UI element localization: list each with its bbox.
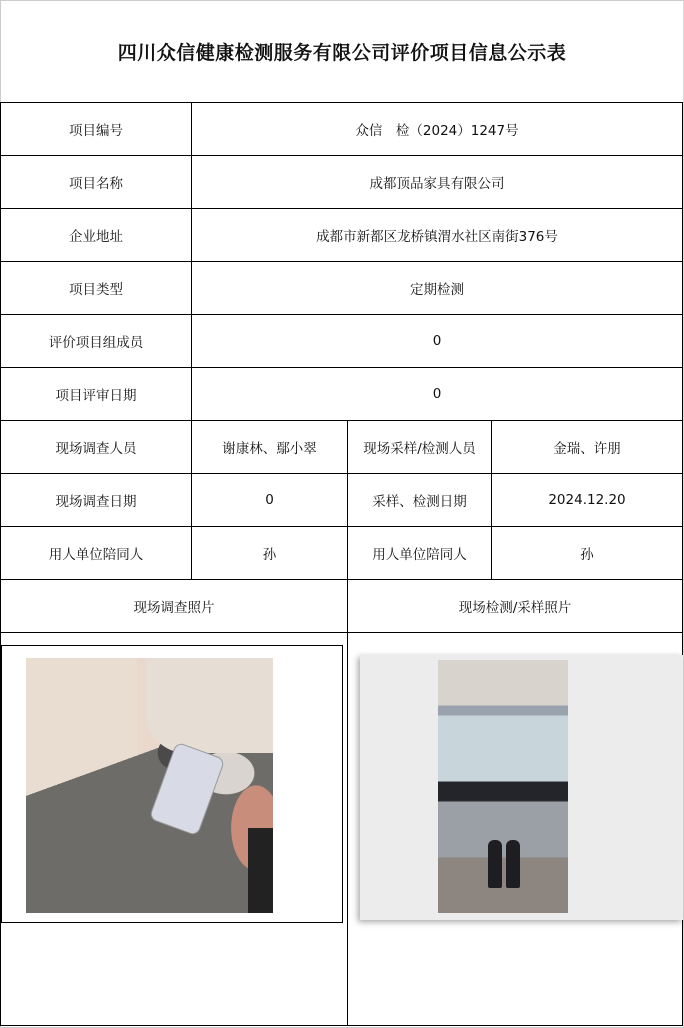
label-survey-date: 现场调查日期	[0, 473, 192, 527]
value-survey-staff: 谢康林、鄢小翠	[191, 420, 348, 474]
sampling-photo	[438, 660, 568, 913]
value-address: 成都市新都区龙桥镇渭水社区南街376号	[191, 208, 683, 262]
value-members: 0	[191, 314, 683, 368]
photo-person	[488, 840, 502, 888]
label-sampling-staff: 现场采样/检测人员	[347, 420, 492, 474]
page-title: 四川众信健康检测服务有限公司评价项目信息公示表	[117, 42, 567, 64]
label-survey-staff: 现场调查人员	[0, 420, 192, 474]
value-project-type: 定期检测	[191, 261, 683, 315]
survey-photo-header: 现场调查照片	[0, 579, 348, 633]
value-sampling-date: 2024.12.20	[491, 473, 683, 527]
value-sampling-staff: 金瑞、许朋	[491, 420, 683, 474]
photo-banner	[438, 782, 568, 800]
photo-person	[506, 840, 520, 888]
label-address: 企业地址	[0, 208, 192, 262]
label-project-no: 项目编号	[0, 102, 192, 156]
photo-shirt	[146, 658, 273, 753]
value-escort: 孙	[191, 526, 348, 580]
label-escort-2: 用人单位陪同人	[347, 526, 492, 580]
value-review-date: 0	[191, 367, 683, 421]
value-project-name: 成都顶品家具有限公司	[191, 155, 683, 209]
label-members: 评价项目组成员	[0, 314, 192, 368]
sampling-photo-header: 现场检测/采样照片	[347, 579, 683, 633]
label-escort: 用人单位陪同人	[0, 526, 192, 580]
value-project-no: 众信 检（2024）1247号	[191, 102, 683, 156]
survey-photo	[26, 658, 273, 913]
label-project-type: 项目类型	[0, 261, 192, 315]
label-sampling-date: 采样、检测日期	[347, 473, 492, 527]
value-escort-2: 孙	[491, 526, 683, 580]
photo-sleeve	[248, 828, 273, 913]
label-review-date: 项目评审日期	[0, 367, 192, 421]
label-project-name: 项目名称	[0, 155, 192, 209]
value-survey-date: 0	[191, 473, 348, 527]
photo-detector-device	[149, 742, 226, 837]
